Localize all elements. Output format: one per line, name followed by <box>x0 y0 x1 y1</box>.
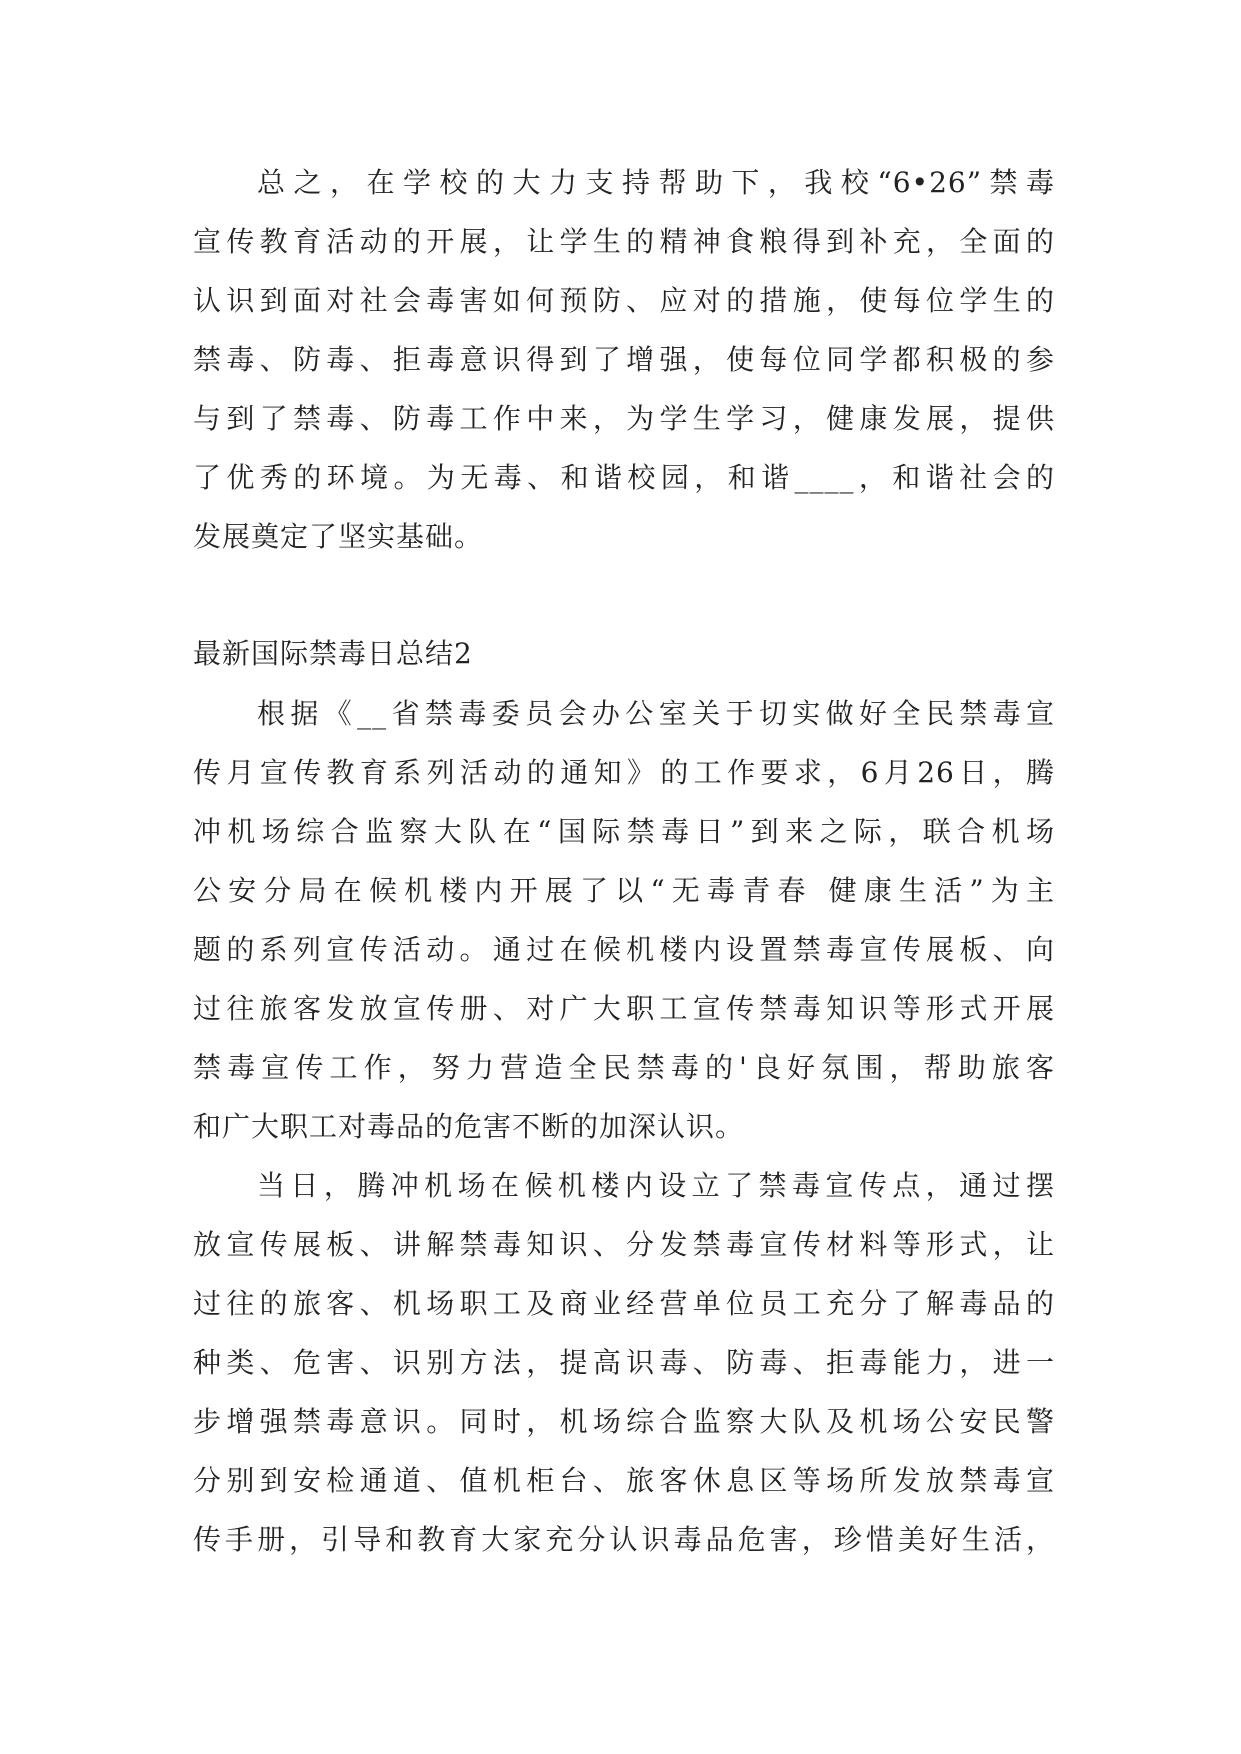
text-line: 步增强禁毒意识。同时，机场综合监察大队及机场公安民警 <box>193 1405 1055 1438</box>
text-line: 过往的旅客、机场职工及商业经营单位员工充分了解毒品的 <box>193 1287 1055 1320</box>
text-line: 禁毒宣传工作，努力营造全民禁毒的'良好氛围，帮助旅客 <box>193 1051 1055 1084</box>
text-line: 总之，在学校的大力支持帮助下，我校“6•26”禁毒 <box>257 166 1055 199</box>
text-line: 发展奠定了坚实基础。 <box>193 520 484 553</box>
text-line: 分别到安检通道、值机柜台、旅客休息区等场所发放禁毒宣 <box>193 1464 1055 1497</box>
text-line: 了优秀的环境。为无毒、和谐校园，和谐____，和谐社会的 <box>193 461 1055 494</box>
text-line: 种类、危害、识别方法，提高识毒、防毒、拒毒能力，进一 <box>193 1346 1055 1379</box>
text-line: 认识到面对社会毒害如何预防、应对的措施，使每位学生的 <box>193 284 1055 317</box>
section-heading: 最新国际禁毒日总结2 <box>193 637 473 670</box>
text-line: 公安分局在候机楼内开展了以“无毒青春 健康生活”为主 <box>193 874 1055 907</box>
paragraph-same-day <box>193 1156 1055 1569</box>
text-line: 传月宣传教育系列活动的通知》的工作要求，6月26日，腾 <box>193 756 1055 789</box>
text-line: 与到了禁毒、防毒工作中来，为学生学习，健康发展，提供 <box>193 402 1055 435</box>
text-line: 传手册，引导和教育大家充分认识毒品危害，珍惜美好生活， <box>193 1523 1055 1556</box>
text-line: 宣传教育活动的开展，让学生的精神食粮得到补充，全面的 <box>193 225 1055 258</box>
text-line: 当日，腾冲机场在候机楼内设立了禁毒宣传点，通过摆 <box>257 1169 1055 1202</box>
text-line: 冲机场综合监察大队在“国际禁毒日”到来之际，联合机场 <box>193 815 1055 848</box>
text-line: 禁毒、防毒、拒毒意识得到了增强，使每位同学都积极的参 <box>193 343 1055 376</box>
text-line: 和广大职工对毒品的危害不断的加深认识。 <box>193 1110 745 1143</box>
paragraph-summary <box>193 153 1055 566</box>
text-line: 根据《__省禁毒委员会办公室关于切实做好全民禁毒宣 <box>257 697 1055 730</box>
text-line: 题的系列宣传活动。通过在候机楼内设置禁毒宣传展板、向 <box>193 933 1055 966</box>
text-line: 放宣传展板、讲解禁毒知识、分发禁毒宣传材料等形式，让 <box>193 1228 1055 1261</box>
text-line: 过往旅客发放宣传册、对广大职工宣传禁毒知识等形式开展 <box>193 992 1055 1025</box>
paragraph-basis <box>193 684 1055 1156</box>
